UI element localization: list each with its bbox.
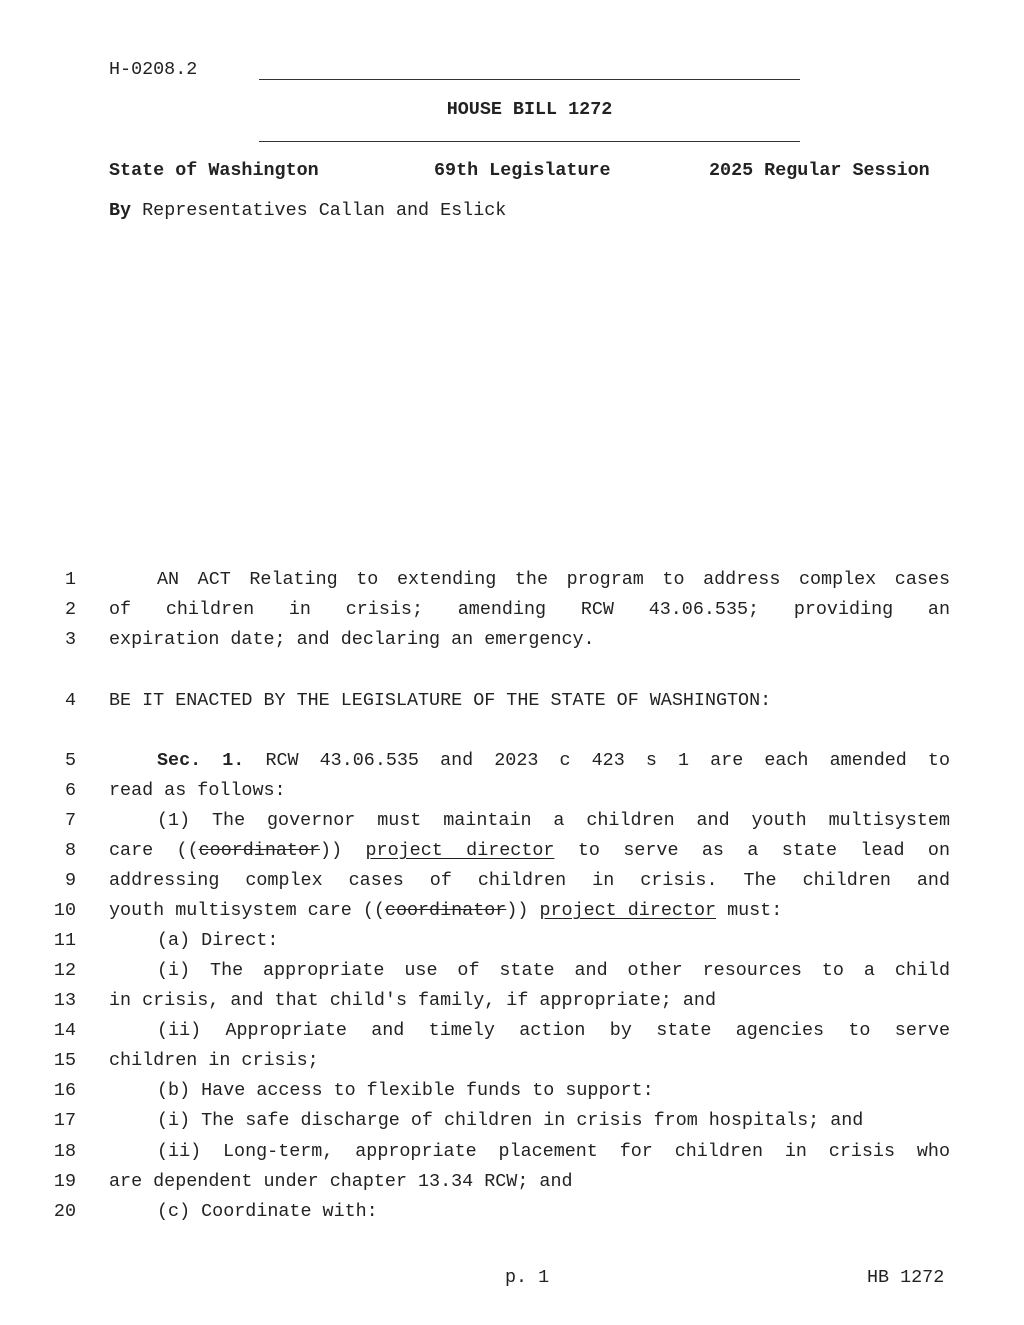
line-number: 3: [64, 629, 76, 650]
text-segment: to serve as a state lead on: [577, 840, 950, 861]
enacting-clause: BE IT ENACTED BY THE LEGISLATURE OF THE STATE OF WASHINGTON:: [109, 690, 772, 711]
line-number: 10: [53, 900, 76, 921]
page-number: p. 1: [505, 1267, 550, 1288]
text-line: of children in crisis; amending RCW 43.06.535; providing an: [109, 599, 950, 620]
text-line: (1) The governor must maintain a children and youth multisystem: [157, 810, 950, 831]
line-number: 15: [53, 1050, 76, 1071]
text-line: (c) Coordinate with:: [157, 1201, 378, 1222]
top-rule: [259, 79, 800, 80]
text-line: (i) The appropriate use of state and other resources to a child: [157, 960, 950, 981]
by-label: By: [109, 200, 132, 221]
text-line: [109, 746, 950, 776]
line-number: 1: [64, 569, 76, 590]
text-line: (a) Direct:: [157, 930, 279, 951]
bill-title: HOUSE BILL 1272: [446, 99, 613, 120]
text-line: (i) The safe discharge of children in crisis from hospitals; and: [157, 1110, 864, 1131]
text-line: AN ACT Relating to extending the program to address complex cases: [157, 569, 950, 590]
text-segment: RCW 43.06.535 and 2023 c 423 s 1 are each amended to: [265, 750, 950, 771]
line-number: 4: [64, 690, 76, 711]
line-number: 9: [64, 870, 76, 891]
text-segment: youth multisystem care ((: [109, 900, 385, 921]
text-segment: )): [320, 840, 343, 861]
line-number: 8: [64, 840, 76, 861]
struck-text: coordinator: [198, 840, 321, 861]
line-number: 12: [53, 960, 76, 981]
text-line: read as follows:: [109, 780, 286, 801]
line-number: 17: [53, 1110, 76, 1131]
text-line: in crisis, and that child's family, if appropriate; and: [109, 990, 716, 1011]
section-heading: Sec. 1.: [157, 750, 245, 771]
text-line: expiration date; and declaring an emergency.: [109, 629, 595, 650]
bill-reference: HB 1272: [867, 1267, 945, 1288]
text-line: (b) Have access to flexible funds to support:: [157, 1080, 654, 1101]
text-line: addressing complex cases of children in crisis. The children and: [109, 870, 950, 891]
text-line: [109, 836, 950, 866]
sponsors: Representatives Callan and Eslick: [142, 200, 507, 221]
line-number: 20: [53, 1201, 76, 1222]
text-line: (ii) Long-term, appropriate placement for children in crisis who: [157, 1141, 950, 1162]
text-line: (ii) Appropriate and timely action by state agencies to serve: [157, 1020, 950, 1041]
line-number: 2: [64, 599, 76, 620]
line-number: 16: [53, 1080, 76, 1101]
text-line: are dependent under chapter 13.34 RCW; and: [109, 1171, 573, 1192]
line-number: 13: [53, 990, 76, 1011]
line-number: 19: [53, 1171, 76, 1192]
text-line: children in crisis;: [109, 1050, 319, 1071]
inserted-text: project director: [365, 840, 555, 861]
text-segment: care ((: [109, 840, 199, 861]
line-number: 14: [53, 1020, 76, 1041]
state-label: State of Washington: [109, 160, 319, 181]
text-segment: )): [506, 900, 529, 921]
bottom-rule: [259, 141, 800, 142]
text-line: [109, 896, 950, 926]
line-number: 6: [64, 780, 76, 801]
inserted-text: project director: [539, 900, 717, 921]
line-number: 7: [64, 810, 76, 831]
session-label: 2025 Regular Session: [709, 160, 930, 181]
line-number: 5: [64, 750, 76, 771]
legislature-label: 69th Legislature: [434, 160, 611, 181]
line-number: 18: [53, 1141, 76, 1162]
line-number: 11: [53, 930, 76, 951]
struck-text: coordinator: [384, 900, 507, 921]
text-segment: must:: [727, 900, 783, 921]
sponsors-line: [109, 196, 506, 226]
document-code: H-0208.2: [109, 59, 198, 80]
